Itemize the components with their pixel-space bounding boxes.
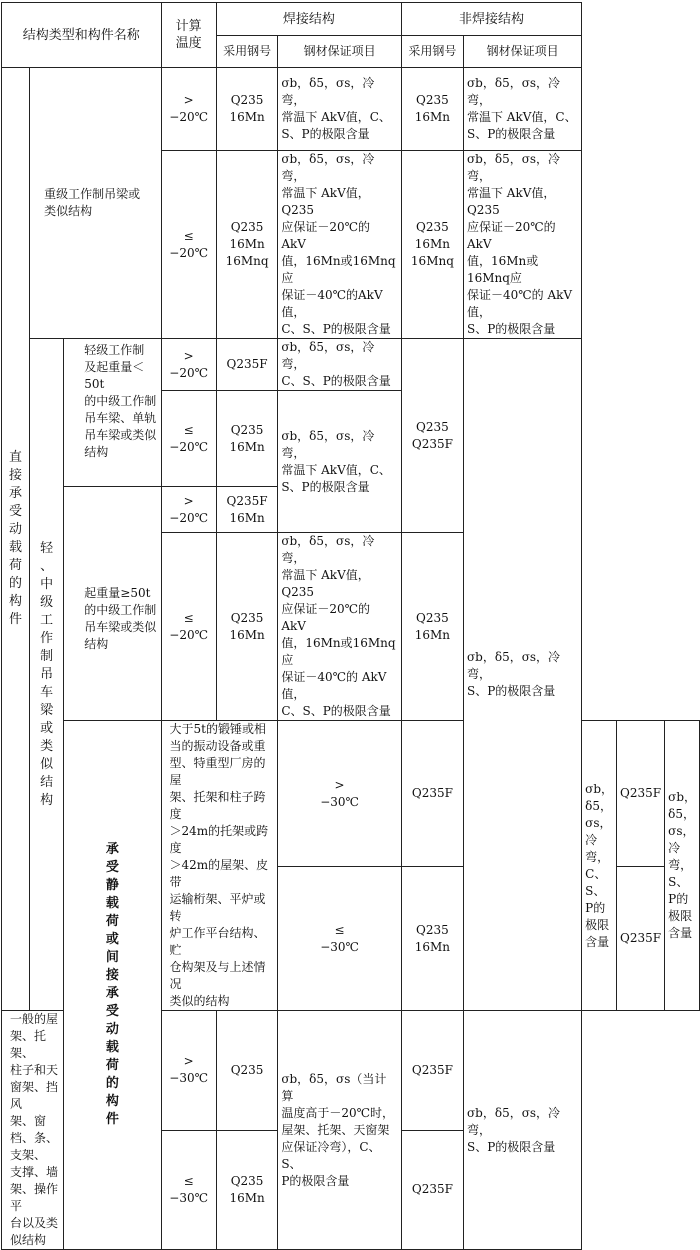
- member-forge-structures: 大于5t的锻锤或相 当的振动设备或重 型、特重型厂房的屋 架、托架和柱子跨度 ＞24m的托架或跨度 ＞42m的屋架、皮带 运输桁架、平炉或转 炉工作平台结构、贮 仓构架及与上述情况 类似的结构: [161, 721, 278, 1011]
- steel-cell: Q235 16Mn 16Mnq: [216, 151, 277, 339]
- steel-cell: Q235 16Mn: [216, 1130, 277, 1250]
- guarantee-cell: σb，δ5，σs，冷弯， S、P的极限含量: [463, 1011, 581, 1250]
- header-guarantee-non-welded: 钢材保证项目: [463, 36, 581, 68]
- steel-cell: Q235F: [401, 721, 463, 867]
- temp-cell: > −20℃: [161, 339, 216, 391]
- guarantee-cell: σb，δ5，σs，冷弯， 常温下 AkV值，Q235 应保证－20℃的 AkV 值，16Mn或16Mnq应 保证－40℃的 AkV值， S、P的极限含量: [463, 151, 581, 339]
- guarantee-cell: σb，δ5，σs，冷弯， S、P的极限含量: [665, 721, 700, 1011]
- member-heavy-crane: 重级工作制吊梁或 类似结构: [30, 68, 161, 339]
- header-calc-temp: 计算 温度: [161, 3, 216, 68]
- header-steel-grade-welded: 采用钢号: [216, 36, 277, 68]
- member-heavy-lift-crane: 起重量≥50t 的中级工作制 吊车梁或类似 结构: [64, 487, 161, 721]
- member-general-structures: 一般的屋架、托架、 柱子和天窗架、挡风 架、窗档、条、支架、 支撑、墙架、操作平 台以及类似结构: [2, 1011, 64, 1250]
- steel-cell: Q235 16Mn: [216, 68, 277, 151]
- guarantee-cell: σb，δ5，σs，冷弯， 常温下 AkV值，C、 S、P的极限含量: [278, 391, 402, 533]
- steel-cell: Q235F: [401, 1130, 463, 1250]
- steel-cell: Q235 16Mn 16Mnq: [401, 151, 463, 339]
- guarantee-cell: σb，δ5，σs，冷弯， 常温下 AkV值，Q235 应保证－20℃的 AkV 值，16Mn或16Mnq应 保证－40℃的AkV值， C、S、P的极限含量: [278, 151, 402, 339]
- guarantee-cell: σb，δ5，σs（当计算 温度高于－20℃时， 屋架、托架、天窗架 应保证冷弯），C、S、 P的极限含量: [278, 1011, 402, 1250]
- steel-cell: Q235 16Mn: [216, 391, 277, 487]
- temp-cell: > −20℃: [161, 487, 216, 533]
- temp-cell: ≤ −20℃: [161, 151, 216, 339]
- header-guarantee-welded: 钢材保证项目: [278, 36, 402, 68]
- header-non-welded: 非焊接结构: [401, 3, 581, 36]
- steel-cell: Q235 16Mn: [401, 533, 463, 721]
- steel-cell: Q235F: [617, 867, 665, 1011]
- steel-cell: Q235 16Mn: [216, 533, 277, 721]
- temp-cell: ≤ −20℃: [161, 391, 216, 487]
- temp-cell: > −30℃: [278, 721, 402, 867]
- temp-cell: ≤ −30℃: [278, 867, 402, 1011]
- steel-cell: Q235: [216, 1011, 277, 1131]
- member-light-crane: 轻级工作制 及起重量＜50t 的中级工作制 吊车梁、单轨 吊车梁或类似 结构: [64, 339, 161, 487]
- steel-cell: Q235 16Mn: [401, 68, 463, 151]
- steel-cell: Q235F: [216, 339, 277, 391]
- guarantee-cell: σb，δ5，σs，冷弯， C、S、P的极限含量: [278, 339, 402, 391]
- temp-cell: > −20℃: [161, 68, 216, 151]
- steel-cell: Q235F: [401, 1011, 463, 1131]
- guarantee-cell: σb，δ5，σs，冷弯， 常温下 AkV值，C、 S、P的极限含量: [278, 68, 402, 151]
- guarantee-cell: σb，δ5，σs，冷弯， S、P的极限含量: [463, 339, 581, 1011]
- group-static-load: 承 受 静 载 荷 或 间 接 承 受 动 载 荷 的 构 件: [64, 721, 161, 1250]
- guarantee-cell: σb，δ5，σs，冷弯， C、S、P的极限含量: [582, 721, 617, 1011]
- header-welded: 焊接结构: [216, 3, 401, 36]
- steel-cell: Q235F: [617, 721, 665, 867]
- steel-cell: Q235 Q235F: [401, 339, 463, 533]
- guarantee-cell: σb，δ5，σs，冷弯， 常温下 AkV值，C、 S、P的极限含量: [463, 68, 581, 151]
- guarantee-cell: σb，δ5，σs，冷弯， 常温下 AkV值，Q235 应保证－20℃的 AkV 值，16Mn或16Mnq应 保证－40℃的 AkV值， C、S、P的极限含量: [278, 533, 402, 721]
- group-light-medium-crane: 轻 、 中 级 工 作 制 吊 车 梁 或 类 似 结 构: [30, 339, 64, 1011]
- header-structure-name: 结构类型和构件名称: [2, 3, 162, 68]
- steel-cell: Q235 16Mn: [401, 867, 463, 1011]
- header-steel-grade-non-welded: 采用钢号: [401, 36, 463, 68]
- temp-cell: ≤ −20℃: [161, 533, 216, 721]
- steel-cell: Q235F 16Mn: [216, 487, 277, 533]
- steel-selection-table: [1, 2, 700, 1250]
- temp-cell: ≤ −30℃: [161, 1130, 216, 1250]
- temp-cell: > −30℃: [161, 1011, 216, 1131]
- group-direct-load: 直 接 承 受 动 载 荷 的 构 件: [2, 68, 30, 1011]
